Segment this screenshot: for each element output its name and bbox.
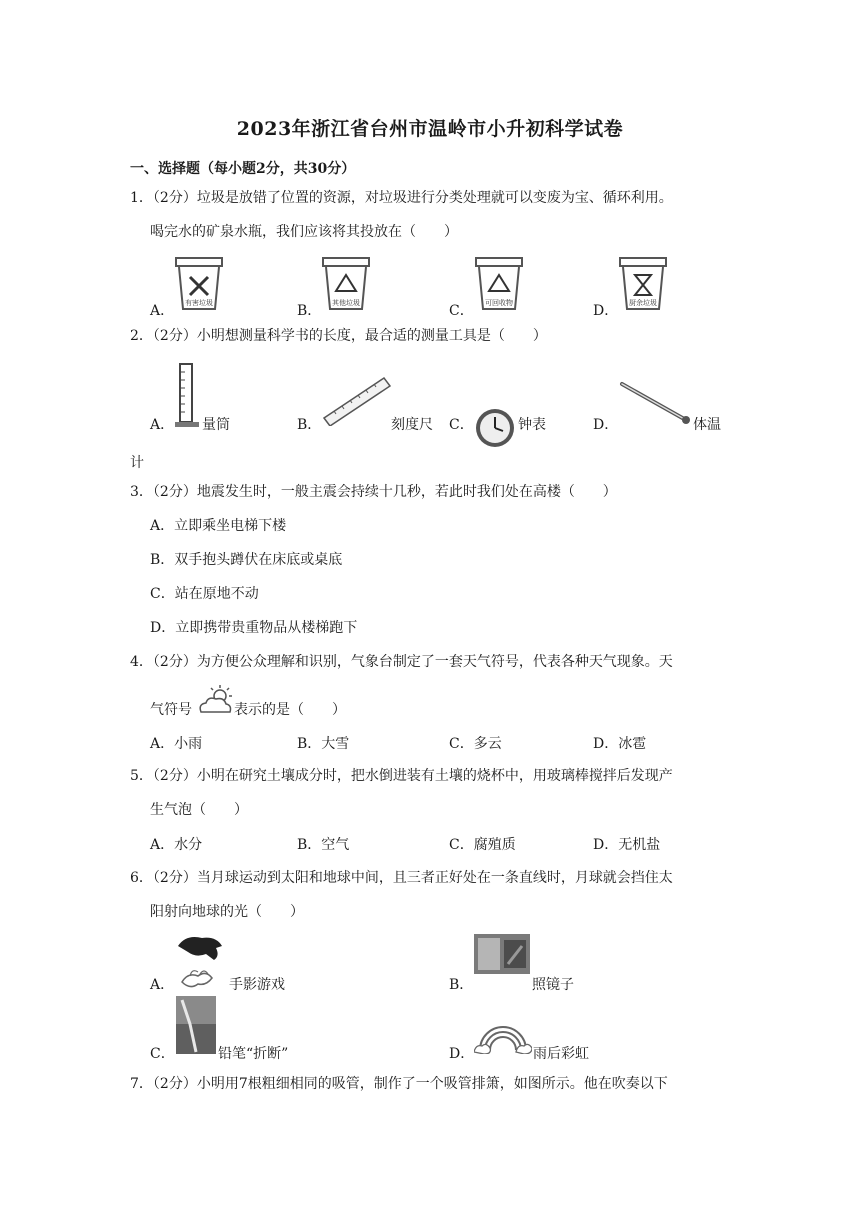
q5-option-a[interactable]: A．水分 xyxy=(150,837,203,853)
svg-text:有害垃圾: 有害垃圾 xyxy=(185,299,213,307)
section-heading: 一、选择题（每小题2分，共30分） xyxy=(130,161,356,177)
q6-option-d[interactable]: D． xyxy=(449,1046,475,1062)
q4-text-2a: 气符号 xyxy=(150,702,192,718)
pencil-in-water-photo-icon xyxy=(176,996,216,1054)
q2-option-d[interactable]: D． xyxy=(593,417,619,433)
q1-option-b[interactable]: B． xyxy=(297,303,322,319)
page-title: 2023年浙江省台州市温岭市小升初科学试卷 xyxy=(236,118,624,140)
q2-label-a: 量筒 xyxy=(202,417,230,433)
q2-label-c: 钟表 xyxy=(518,417,546,433)
q6-text: 6．（2分）当月球运动到太阳和地球中间，且三者正好处在一条直线时，月球就会挡住太 xyxy=(130,870,673,886)
q5-text: 5．（2分）小明在研究土壤成分时，把水倒进装有土壤的烧杯中，用玻璃棒搅拌后发现产 xyxy=(130,768,673,784)
q1-text-2: 喝完水的矿泉水瓶，我们应该将其投放在（ ） xyxy=(150,224,458,240)
q6-label-b: 照镜子 xyxy=(532,977,574,993)
q5-option-d[interactable]: D．无机盐 xyxy=(593,837,661,853)
recyclable-bin-icon xyxy=(473,255,525,313)
q2-label-b: 刻度尺 xyxy=(391,417,433,433)
q4-text: 4．（2分）为方便公众理解和识别，气象台制定了一套天气符号，代表各种天气现象。天 xyxy=(130,654,673,670)
q6-text-2: 阳射向地球的光（ ） xyxy=(150,904,304,920)
svg-text:其他垃圾: 其他垃圾 xyxy=(332,299,360,307)
q2-option-a[interactable]: A． xyxy=(150,417,175,433)
q5-option-c[interactable]: C．腐殖质 xyxy=(449,837,516,853)
q4-text-2b: 表示的是（ ） xyxy=(234,702,346,718)
q3-option-c[interactable]: C．站在原地不动 xyxy=(150,586,259,602)
q2-label-d-wrap: 计 xyxy=(130,455,144,471)
other-waste-bin-icon xyxy=(320,255,372,313)
clock-icon xyxy=(474,407,516,449)
q3-option-a[interactable]: A．立即乘坐电梯下楼 xyxy=(150,518,287,534)
q3-text: 3．（2分）地震发生时，一般主震会持续十几秒，若此时我们处在高楼（ ） xyxy=(130,484,617,500)
q4-option-c[interactable]: C．多云 xyxy=(449,736,502,752)
ruler-icon xyxy=(320,374,392,426)
rainbow-icon xyxy=(474,1014,532,1054)
q2-option-b[interactable]: B． xyxy=(297,417,322,433)
q6-label-c: 铅笔“折断” xyxy=(218,1046,289,1062)
q4-option-a[interactable]: A．小雨 xyxy=(150,736,203,752)
q6-option-c[interactable]: C． xyxy=(150,1046,175,1062)
kitchen-waste-bin-icon xyxy=(617,255,669,313)
q4-option-b[interactable]: B．大雪 xyxy=(297,736,350,752)
partly-cloudy-icon xyxy=(196,684,234,718)
q3-option-b[interactable]: B．双手抱头蹲伏在床底或桌底 xyxy=(150,552,343,568)
hand-shadow-icon xyxy=(176,932,226,994)
thermometer-icon xyxy=(618,380,692,426)
svg-text:可回收物: 可回收物 xyxy=(485,299,513,307)
mirror-photo-icon xyxy=(474,934,530,974)
q5-option-b[interactable]: B．空气 xyxy=(297,837,350,853)
q6-option-b[interactable]: B． xyxy=(449,977,474,993)
q4-option-d[interactable]: D．冰雹 xyxy=(593,736,647,752)
q2-label-d: 体温 xyxy=(693,417,721,433)
q1-option-a[interactable]: A． xyxy=(150,303,175,319)
q3-option-d[interactable]: D．立即携带贵重物品从楼梯跑下 xyxy=(150,620,358,636)
q2-text: 2．（2分）小明想测量科学书的长度，最合适的测量工具是（ ） xyxy=(130,328,547,344)
q6-label-d: 雨后彩虹 xyxy=(533,1046,589,1062)
hazardous-bin-icon xyxy=(173,255,225,313)
q7-text: 7．（2分）小明用7根粗细相同的吸管，制作了一个吸管排箫，如图所示。他在吹奏以下 xyxy=(130,1076,668,1092)
q1-option-c[interactable]: C． xyxy=(449,303,474,319)
q2-option-c[interactable]: C． xyxy=(449,417,474,433)
q5-text-2: 生气泡（ ） xyxy=(150,802,248,818)
q6-option-a[interactable]: A． xyxy=(150,977,175,993)
q1-option-d[interactable]: D． xyxy=(593,303,619,319)
q1-text: 1．（2分）垃圾是放错了位置的资源，对垃圾进行分类处理就可以变废为宝、循环利用。 xyxy=(130,190,673,206)
measuring-cylinder-icon xyxy=(174,362,200,430)
svg-text:厨余垃圾: 厨余垃圾 xyxy=(629,299,657,307)
q6-label-a: 手影游戏 xyxy=(229,977,285,993)
